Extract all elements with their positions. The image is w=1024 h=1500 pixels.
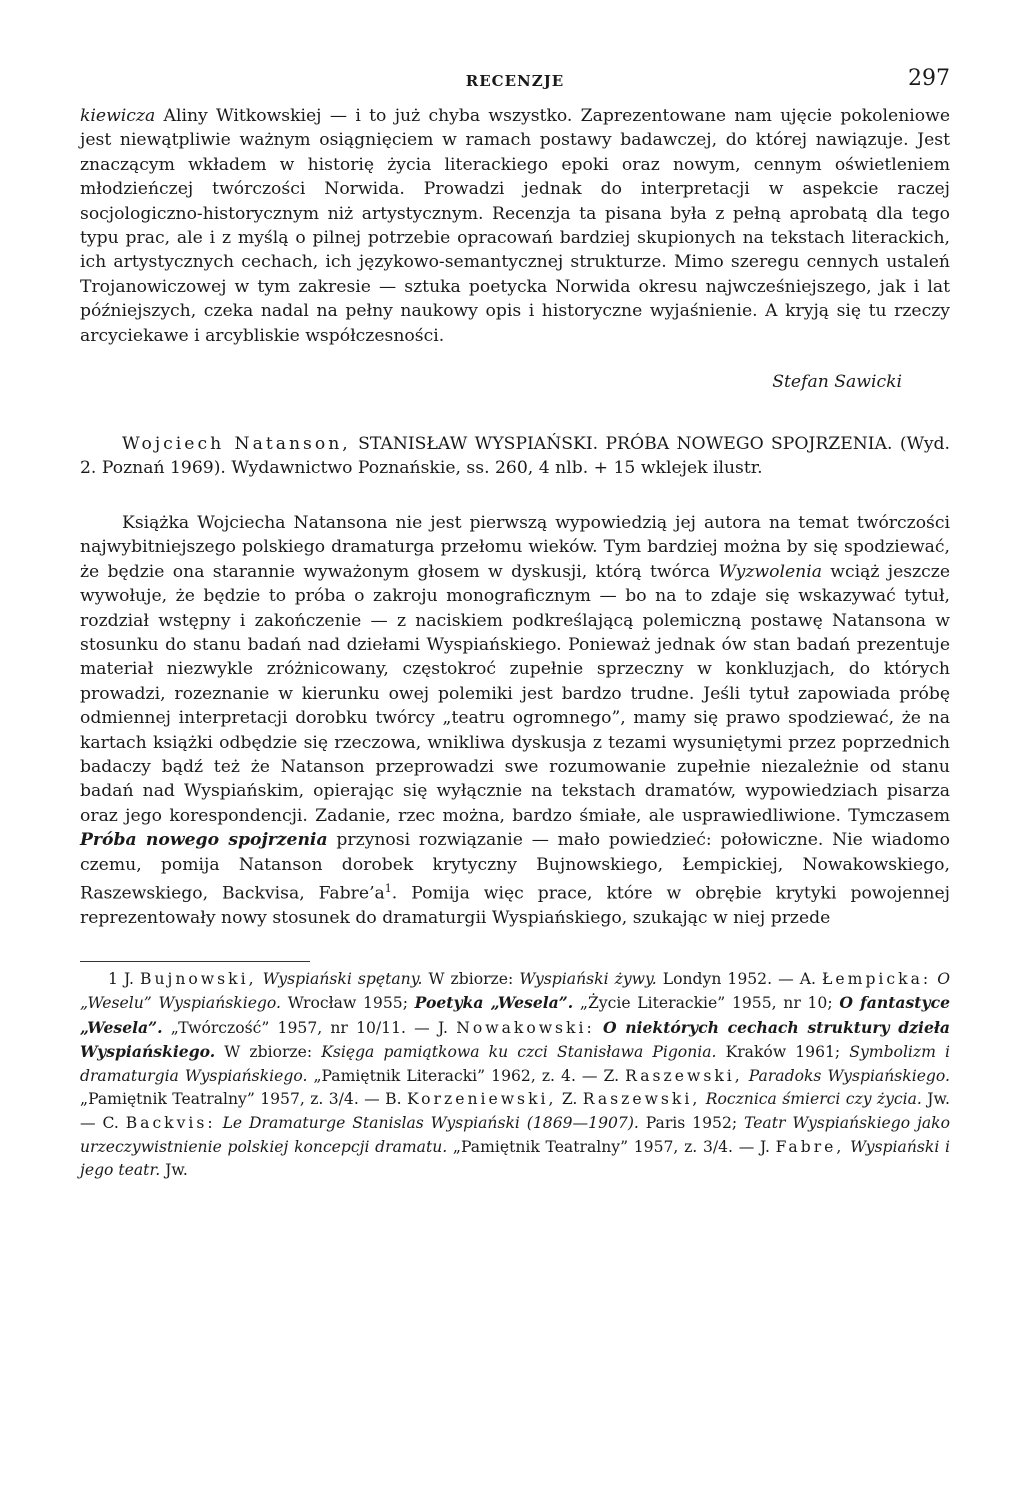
italic-fragment: Wyzwolenia <box>718 561 822 582</box>
footnote <box>80 968 950 1183</box>
book-author: Wojciech Natanson, <box>122 434 351 455</box>
footnote-text: Kraków 1961; <box>716 1043 850 1062</box>
text-fragment: Książka Wojciecha Natansona nie jest pierwszą wypowiedzią jej autora na temat twórczości najwybitniejszego polskiego dramaturga przełomu wieków. Tym bardziej można by się spodziewać, że będzie ona starannie wyważonym głosem w dyskusji, którą twórca <box>80 512 950 582</box>
work-title: O „Weselu” Wyspiańskiego. <box>80 969 951 1013</box>
page-number: 297 <box>908 66 950 91</box>
text-fragment: wciąż jeszcze wywołuje, że będzie to próba o zakroju monograficznym — bo na to zdaje się wskazywać tytuł, rozdział wstępny i zakończenie — z naciskiem podkreślającą polemiczną postawę Natansona w stosunku do stanu badań nad dziełami Wyspiańskiego. Ponieważ jednak ów stan badań prezentuje materiał niezwykle zróżnicowany, częstokroć zupełnie sprzeczny w konkluzjach, do których prowadzi, rozeznanie w kierunku owej polemiki jest bardzo trudne. Jeśli tytuł zapowiada próbę odmiennej interpretacji dorobku twórcy „teatru ogromnego”, mamy się prawo spodziewać, że na kartach książki odbędzie się rzeczowa, wnikliwa dyskusja z tezami wysuniętymi przez poprzednich badaczy bądź też że Natanson przeprowadzi swe rozumowanie zupełnie niezależnie od stanu badań nad Wyspiańskim, opierając się wyłącznie na tekstach dramatów, wypowiedziach pisarza oraz jego korespondencji. Zadanie, rzec można, bardzo śmiałe, ale usprawiedliwione. Tymczasem <box>80 561 950 826</box>
author-name: Korzeniewski, <box>406 1090 557 1109</box>
bold-italic-fragment: Próba nowego spojrzenia <box>80 830 328 851</box>
work-title: Rocznica śmierci czy życia. <box>705 1090 922 1109</box>
work-title: Le Dramaturge Stanislas Wyspiański (1869—1907). <box>222 1114 639 1133</box>
footnote-text: Z. <box>556 1090 583 1109</box>
text-fragment: . Pomija więc prace, które w obrębie krytyki powojennej reprezentowały nowy stosunek do dramaturgii Wyspiańskiego, szukając w niej przede <box>80 883 950 929</box>
review-conclusion-paragraph <box>80 104 950 348</box>
work-title: Symbolizm i dramaturgia Wyspiańskiego. <box>80 1043 951 1085</box>
footnote-text: „Pamiętnik Teatralny” 1957, z. 3/4. — B. <box>80 1090 407 1109</box>
footnote-text: Jw. — C. <box>80 1090 950 1133</box>
work-title: Wyspiański spętany. <box>262 969 423 988</box>
review-paragraph <box>80 511 950 931</box>
footnote-text: „Życie Literackie” 1955, nr 10; <box>573 994 840 1013</box>
work-title: Wyspiański i jego teatr. <box>80 1137 950 1180</box>
footnote-text: „Pamiętnik Teatralny” 1957, z. 3/4. — J. <box>447 1137 776 1156</box>
reviewer-signature: Stefan Sawicki <box>772 372 902 393</box>
work-title: Księga pamiątkowa ku czci Stanisława Pigonia. <box>321 1043 717 1062</box>
work-title: Wyspiański żywy. <box>519 969 657 988</box>
work-title: Poetyka „Wesela”. <box>414 993 574 1013</box>
running-head <box>80 60 950 104</box>
book-title: STANISŁAW WYSPIAŃSKI. PRÓBA NOWEGO SPOJRZENIA. (Wyd. 2. Poznań 1969). Wydawnictwo Poznańskie, ss. 260, 4 nlb. + 15 wklejek ilustr. <box>80 434 951 479</box>
footnote-text: Wrocław 1955; <box>280 994 415 1013</box>
author-name: Raszewski, <box>625 1066 743 1085</box>
text-fragment: Aliny Witkowskiej — i to już chyba wszystko. Zaprezentowane nam ujęcie pokoleniowe jest niewątpliwie ważnym osiągnięciem w ramach postawy badawczej, do której nawiązuje. Jest znaczącym wkładem w historię życia literackiego epoki oraz nowym, cennym oświetleniem młodzieńczej twórczości Norwida. Prowadzi jednak do interpretacji w aspekcie raczej socjologiczno-historycznym niż artystycznym. Recenzja ta pisana była z pełną aprobatą dla tego typu prac, ale i z myślą o pilnej potrzebie opracowań bardziej skupionych na tekstach literackich, ich artystycznych cechach, ich językowo-semantycznej strukturze. Mimo szeregu cennych ustaleń Trojanowiczowej w tym zakresie — sztuka poetycka Norwida okresu najwcześniejszego, jak i lat późniejszych, czeka nadal na pełny naukowy opis i historyczne wyjaśnienie. A kryją się tu rzeczy arcyciekawe i arcybliskie współczesności. <box>80 106 950 346</box>
page <box>80 60 950 1183</box>
footnote-text: Londyn 1952. — A. <box>656 969 822 988</box>
footnote-text: W zbiorze: <box>422 969 520 988</box>
author-name: Łempicka: <box>822 969 932 988</box>
footnote-marker[interactable]: 1 <box>384 881 392 895</box>
footnote-text: W zbiorze: <box>215 1043 322 1062</box>
footnote-divider <box>80 961 310 962</box>
author-name: Bujnowski, <box>140 969 257 988</box>
author-name: Fabre, <box>775 1137 845 1156</box>
work-title: O fantastyce „Wesela”. <box>80 993 950 1037</box>
author-name: Backvis: <box>125 1114 216 1133</box>
author-name: Nowakowski: <box>456 1018 595 1037</box>
author-name: Raszewski, <box>582 1090 701 1109</box>
review-body <box>80 511 950 931</box>
footnote-text: Jw. <box>160 1161 188 1180</box>
footnote-text: „Twórczość” 1957, nr 10/11. — J. <box>162 1018 457 1037</box>
work-title: O niektórych cechach struktury dzieła Wyspiańskiego. <box>80 1017 950 1062</box>
text-fragment: przynosi rozwiązanie — mało powiedzieć: połowiczne. Nie wiadomo czemu, pomija Natanson dorobek krytyczny Bujnowskiego, Łempickiej, Nowakowskiego, Raszewskiego, Backvisa, Fabre’a <box>80 830 951 904</box>
footnote-text: „Pamiętnik Literacki” 1962, z. 4. — Z. <box>307 1066 626 1085</box>
running-title: RECENZJE <box>465 72 565 90</box>
bibliographic-entry <box>80 432 950 481</box>
footnote-text: Paris 1952; <box>638 1114 744 1133</box>
footnote-text: 1 J. <box>108 969 141 988</box>
italic-fragment: kiewicza <box>80 106 156 126</box>
work-title: Paradoks Wyspiańskiego. <box>748 1066 950 1085</box>
work-title: Teatr Wyspiańskiego jako urzeczywistnienie polskiej koncepcji dramatu. <box>80 1114 951 1156</box>
